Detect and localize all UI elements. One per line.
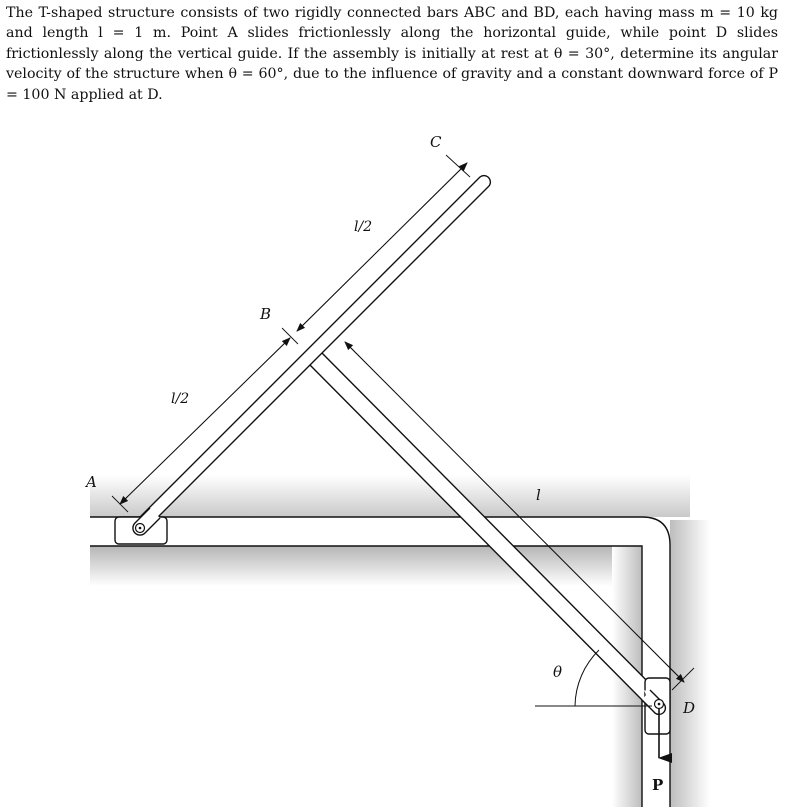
problem-statement: The T-shaped structure consists of two rigidly connected bars ABC and BD, each having mass m = 10 kg and length l = 1 m. Point A slides frictionlessly along the horizontal guide, while point D slides frictionlessly along the vertical guide. If the assembly is initially at rest at θ = 30°, determine its angular velocity of the structure when θ = 60°, due to the influence of gravity and a constant downward force of P = 100 N applied at D. [6, 5, 778, 103]
label-c: C [430, 133, 442, 151]
label-dim-lower-half: l/2 [171, 391, 190, 407]
guide-shading [90, 475, 710, 807]
label-b: B [260, 305, 272, 323]
label-force-p: P [652, 776, 664, 794]
label-theta: θ [553, 663, 563, 681]
label-a: A [86, 473, 97, 491]
dimension-b-c [297, 155, 470, 331]
label-dim-upper-half: l/2 [354, 219, 373, 235]
label-d: D [683, 699, 696, 717]
bar-bd [309, 352, 664, 710]
label-dim-length: l [536, 486, 541, 504]
